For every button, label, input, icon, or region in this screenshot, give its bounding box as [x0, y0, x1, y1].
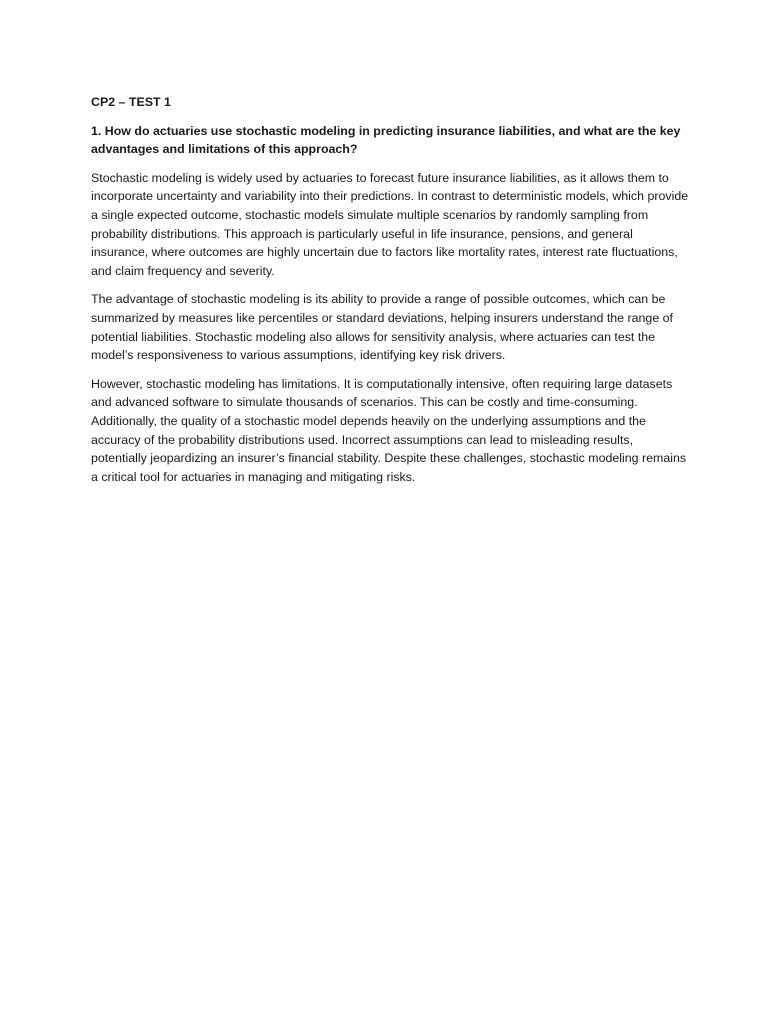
paragraph-limitations: However, stochastic modeling has limitations. It is computationally intensive, often requiring large datasets and advanced software to simulate thousands of scenarios. This can be costly and time-consuming. Additionally, the quality of a stochastic model depends heavily on the underlying assumptions and the accuracy of the probability distributions used. Incorrect assumptions can lead to misleading results, potentially jeopardizing an insurer’s financial stability. Despite these challenges, stochastic modeling remains a critical tool for actuaries in managing and mitigating risks.: [91, 376, 687, 484]
document-body: [91, 93, 691, 496]
paragraph-intro: Stochastic modeling is widely used by actuaries to forecast future insurance liabilities, as it allows them to incorporate uncertainty and variability into their predictions. In contrast to deterministic models, which provide a single expected outcome, stochastic models simulate multiple scenarios by randomly sampling from probability distributions. This approach is particularly useful in life insurance, pensions, and general insurance, where outcomes are highly uncertain due to factors like mortality rates, interest rate fluctuations, and claim frequency and severity.: [91, 170, 689, 278]
document-title: CP2 – TEST 1: [91, 95, 171, 109]
paragraph-advantages: The advantage of stochastic modeling is its ability to provide a range of possible outcomes, which can be summarized by measures like percentiles or standard deviations, helping insurers understand the range of potential liabilities. Stochastic modeling also allows for sensitivity analysis, where actuaries can test the model’s responsiveness to various assumptions, identifying key risk drivers.: [91, 292, 673, 363]
question-heading: 1. How do actuaries use stochastic modeling in predicting insurance liabilities, and what are the key advantages and limitations of this approach?: [91, 123, 681, 157]
